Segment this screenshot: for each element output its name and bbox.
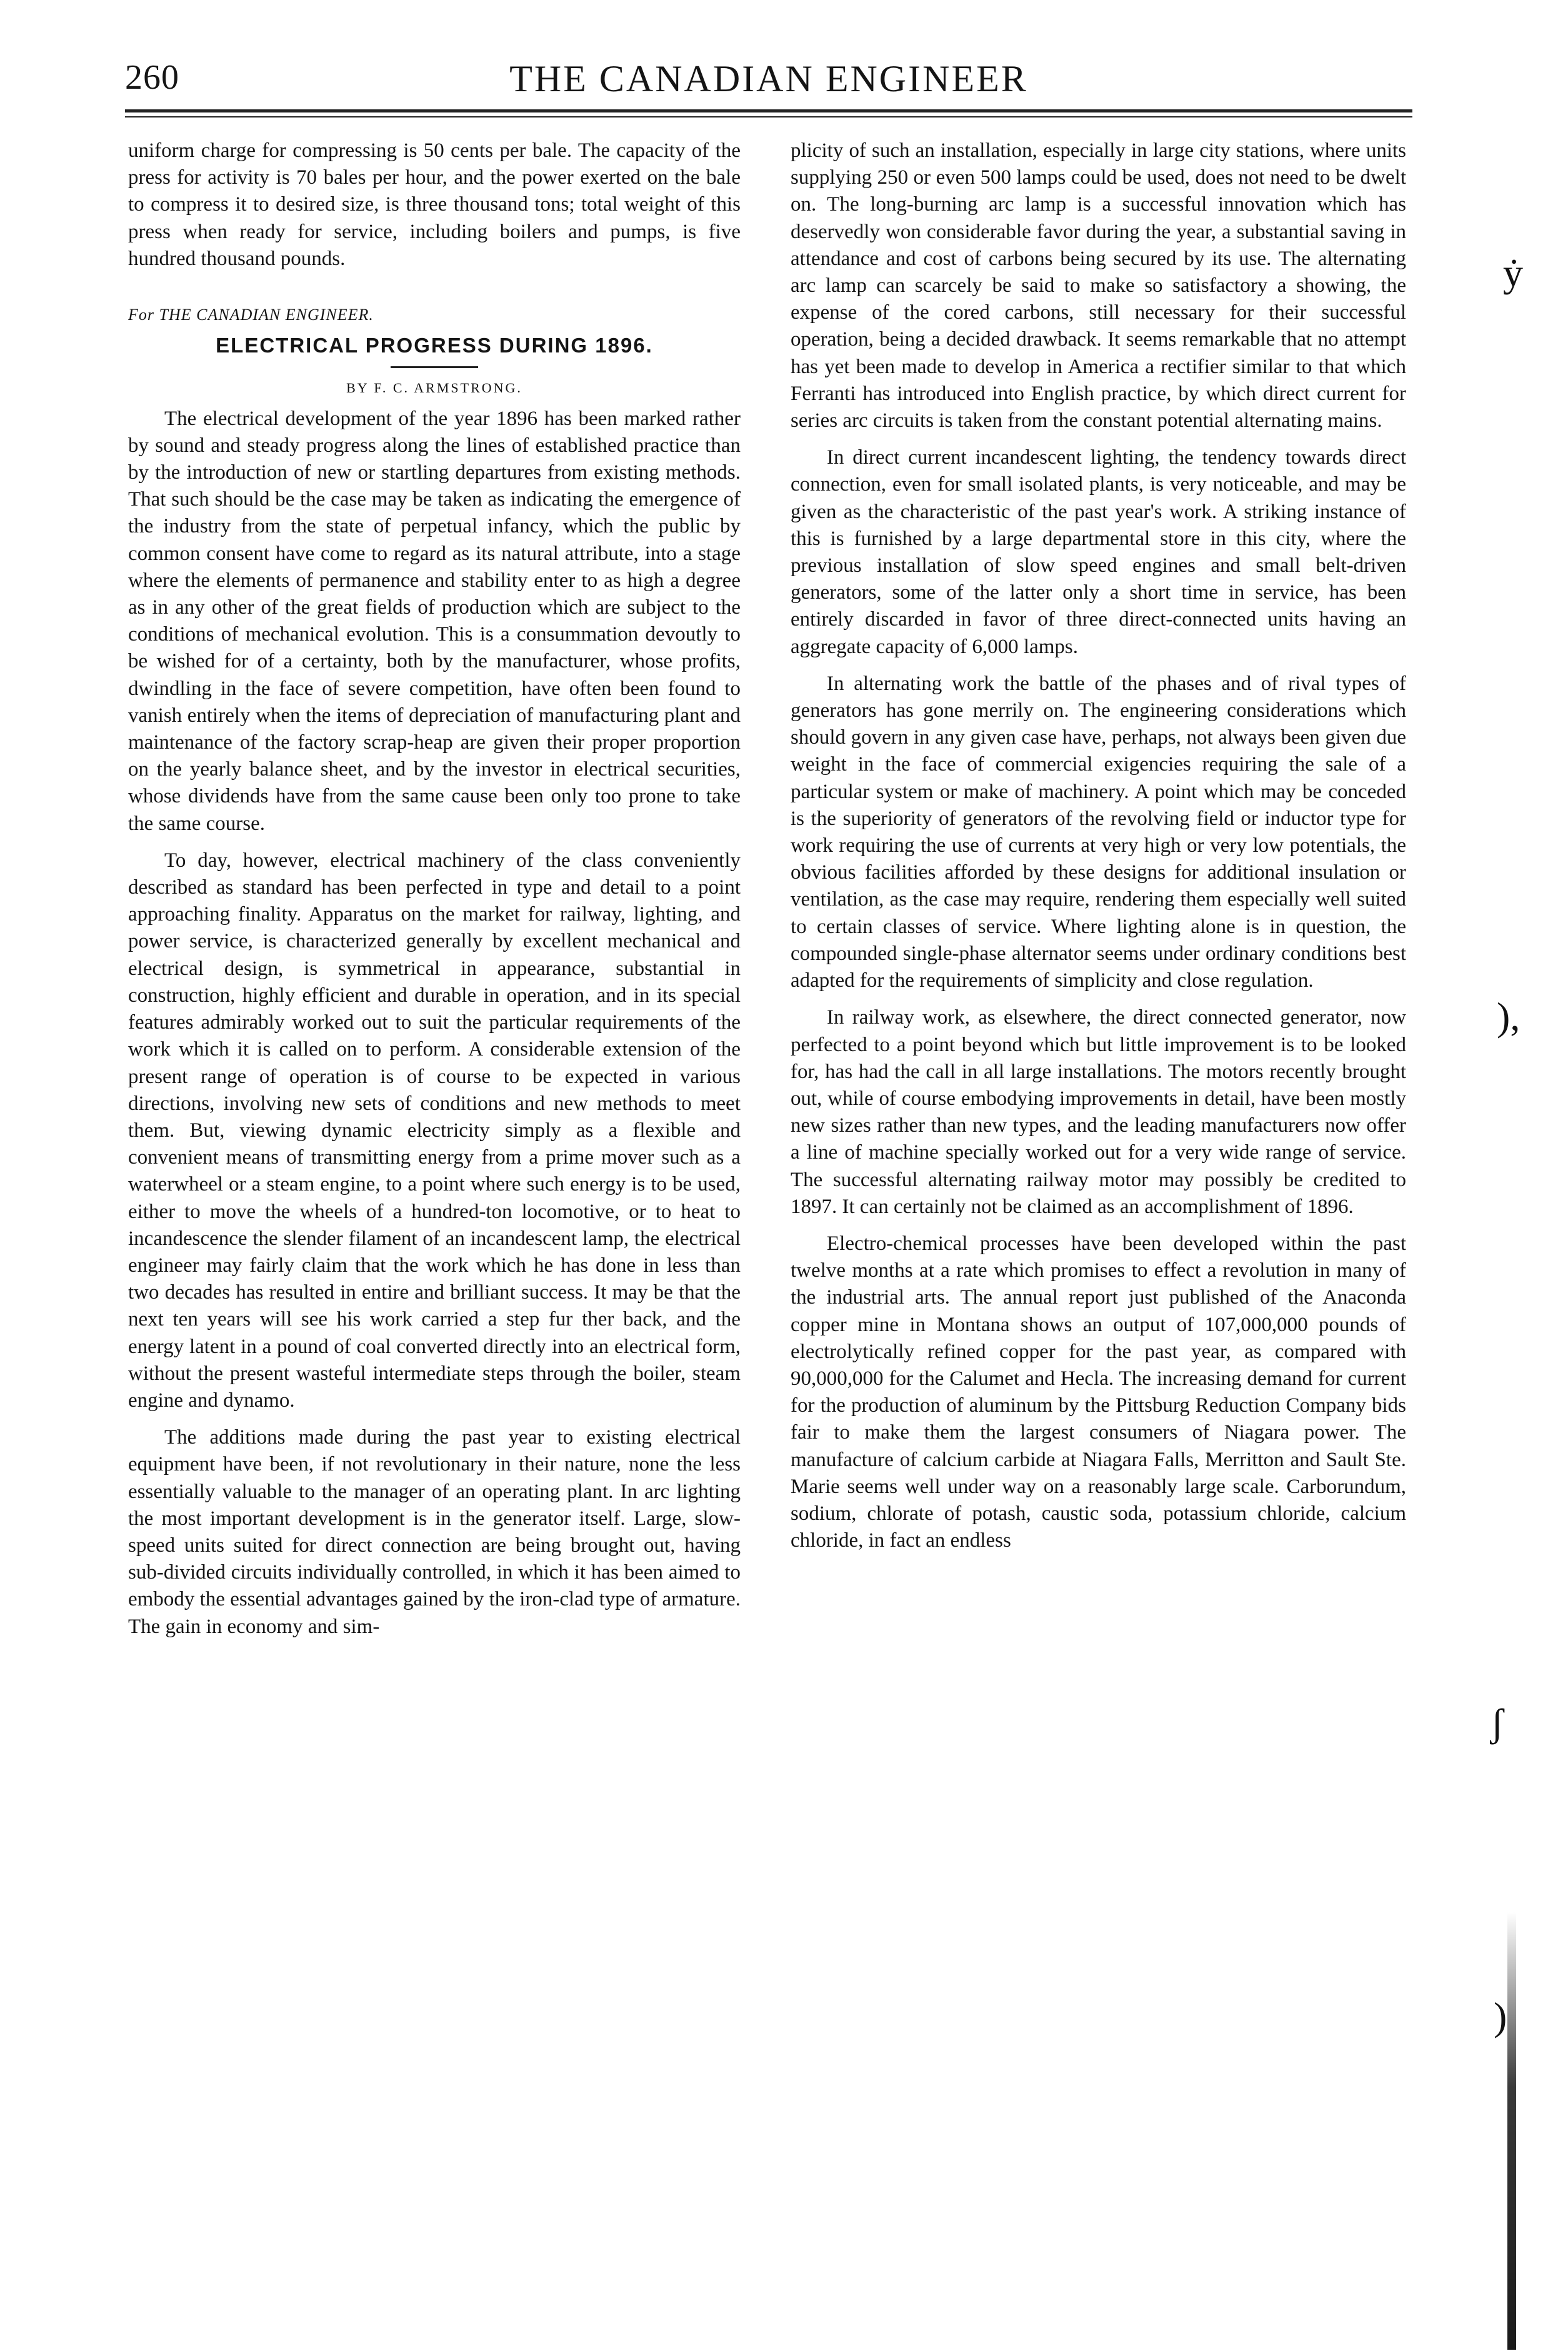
margin-annotation-mark: ), [1497,994,1521,1039]
page-edge-shadow [1507,1912,1516,2350]
margin-annotation-mark: ẏ [1503,251,1523,295]
intro-paragraph: uniform charge for compressing is 50 cents per bale. The capacity of the press for activity is 70 bales per hour, and the power exerted on the bale to compress it to desired size, is three thousand tons; total weight of this press when ready for service, including boilers and pumps, is five hundred thousand pounds. [128,139,741,270]
paragraph: The additions made during the past year to existing electrical equipment have been, if not revolutionary in their nature, none the less essentially valuable to the manager of an operating plant. In arc lighting the most important development is in the generator itself. Large, slow-speed units suited for direct connection are being brought out, having sub-divided circuits individually controlled, in which it has been aimed to embody the essential advantages gained by the iron-clad type of armature. The gain in economy and sim- [128,1426,741,1638]
article-byline: BY F. C. ARMSTRONG. [346,380,522,396]
paragraph: Electro-chemical processes have been developed within the past twelve months at a rate which promises to effect a revolution in many of the industrial arts. The annual report just published of the Anaconda copper mine in Montana shows an output of 107,000,000 pounds of electrolytically refined copper for the past year, as compared with 90,000,000 for the Calumet and Hecla. The increasing demand for current for the production of aluminum by the Pittsburg Reduction Company bids fair to make them the largest consumers of Niagara power. The manufacture of calcium carbide at Niagara Falls, Merritton and Sault Ste. Marie seems well under way on a reasonably large scale. Carborundum, sodium, chlorate of potash, caustic soda, potassium chloride, calcium chloride, in fact an endless [791,1232,1406,1552]
margin-annotation-mark: ʃ [1491,1700,1504,1745]
page-number: 260 [125,58,179,97]
heading-rule [391,366,478,368]
page-header [125,57,1412,107]
paragraph: In railway work, as elsewhere, the direct connected generator, now perfected to a point beyond which but little improvement is to be looked for, has had the call in all large installations. The motors recently brought out, while of course embodying improvements in detail, have been mostly new sizes rather than new types, and the leading manufacturers now offer a line of machine specially worked out for a very wide range of service. The successful alternating railway motor may possibly be credited to 1897. It can certainly not be claimed as an accomplishment of 1896. [791,1006,1406,1218]
right-column [791,137,1406,1554]
left-column [128,137,741,1640]
paragraph: The electrical development of the year 1896 has been marked rather by sound and steady progress along the lines of established practice than by the introduction of new or startling departures from existing methods. That such should be the case may be taken as indicating the emergence of the industry from the state of perpetual infancy, which the public by common consent have come to regard as its natural attribute, into a stage where the elements of permanence and stability enter to as high a degree as in any other of the great fields of production which are subject to the conditions of mechanical evolution. This is a consummation devoutly to be wished for of a certainty, both by the manufacturer, whose profits, dwindling in the face of severe competition, have often been found to vanish entirely when the items of depreciation of manufacturing plant and maintenance of the factory scrap-heap are given their proper proportion on the yearly balance sheet, and by the investor in electrical securities, whose dividends have from the same cause been only too prone to take the same course. [128,407,741,835]
margin-annotation-mark: ) [1494,1994,1507,2039]
paragraph: plicity of such an installation, especially in large city stations, where units supplying 250 or even 500 lamps could be used, does not need to be dwelt on. The long-burning arc lamp is a successful innovation which has deservedly won considerable favor during the year, a substantial saving in attendance and cost of carbons being secured by its use. The alternating arc lamp can scarcely be said to make so satisfactory a showing, the expense of the cored carbons, still necessary for their successful operation, being a decided drawback. It seems remarkable that no attempt has yet been made to develop in America a rectifier similar to that which Ferranti has introduced into English practice, by which direct current for series arc circuits is taken from the constant potential alternating mains. [791,139,1406,432]
paragraph: In direct current incandescent lighting, the tendency towards direct connection, even for small isolated plants, is very noticeable, and may be given as the characteristic of the past year's work. A striking instance of this is furnished by a large departmental store in this city, where the previous installation of slow speed engines and small belt-driven generators, some of the latter only a short time in service, has been entirely discarded in favor of three direct-connected units having an aggregate capacity of 6,000 lamps. [791,446,1406,658]
paragraph: In alternating work the battle of the phases and of rival types of generators has gone merrily on. The engineering considerations which should govern in any given case have, perhaps, not always been given due weight in the face of commercial exigencies requiring the sale of a particular system or make of machinery. A point which may be conceded is the superiority of generators of the revolving field or inductor type for work requiring the use of currents at very high or very low potentials, the obvious facilities afforded by these designs for additional insulation or ventilation, as the case may require, rendering them especially well suited to certain classes of service. Where lighting alone is in question, the compounded single-phase alternator seems under ordinary conditions best adapted for the requirements of simplicity and close regulation. [791,672,1406,992]
article-credit: For THE CANADIAN ENGINEER. [128,306,374,324]
paragraph: To day, however, electrical machinery of the class conveniently described as standard has been perfected in type and detail to a point approaching finality. Apparatus on the market for railway, lighting, and power service, is characterized generally by excellent mechanical and electrical design, is symmetrical in appearance, substantial in construction, highly efficient and durable in operation, and in its special features admirably worked out to suit the particular requirements of the work which it is called on to perform. A considerable extension of the present range of operation is of course to be expected in various directions, involving new sets of conditions and new methods to meet them. But, viewing dynamic electricity simply as a flexible and convenient means of transmitting energy from a prime mover such as a waterwheel or a steam engine, to a point where such energy is to be used, either to move the wheels of a hundred-ton locomotive, or to heat to incandescence the slender filament of an incandescent lamp, the electrical engineer may fairly claim that the work which he has done in less than two decades has resulted in entire and brilliant success. It may be that the next ten years will see his work carried a step fur ther back, and the energy latent in a pound of coal converted directly into an electrical form, without the present wasteful intermediate steps through the boiler, steam engine and dynamo. [128,849,741,1412]
journal-title: THE CANADIAN ENGINEER [509,58,1028,99]
header-rule-thin [125,116,1412,117]
header-rule [125,109,1412,112]
article-heading: ELECTRICAL PROGRESS DURING 1896. [216,334,653,357]
